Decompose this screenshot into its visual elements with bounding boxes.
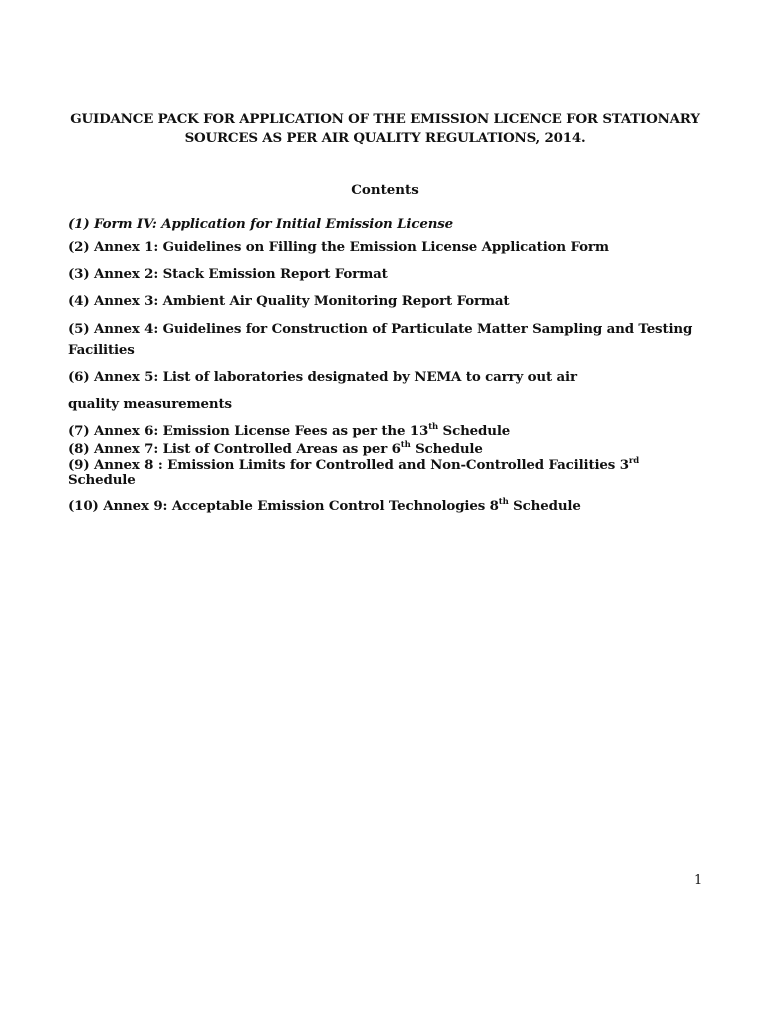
document-title-line-1: GUIDANCE PACK FOR APPLICATION OF THE EMISSION LICENCE FOR STATIONARY [70, 111, 700, 127]
toc-item-8 [68, 441, 483, 457]
toc-item-2: (2) Annex 1: Guidelines on Filling the Emission License Application Form [68, 239, 609, 255]
toc-item-7-text: (7) Annex 6: Emission License Fees as per the 13 [68, 423, 429, 439]
toc-item-8-suffix: Schedule [410, 441, 483, 457]
toc-item-10-text: (10) Annex 9: Acceptable Emission Control Technologies 8 [68, 498, 499, 514]
toc-item-10-suffix: Schedule [508, 498, 581, 514]
toc-item-7-suffix: Schedule [438, 423, 511, 439]
toc-item-8-text: (8) Annex 7: List of Controlled Areas as per 6 [68, 441, 401, 457]
toc-item-8-ordinal: th [400, 439, 411, 450]
toc-item-1: (1) Form IV: Application for Initial Emission License [68, 216, 454, 232]
toc-item-9-ordinal: rd [628, 455, 639, 466]
toc-item-3: (3) Annex 2: Stack Emission Report Format [68, 266, 388, 282]
toc-item-7 [68, 423, 510, 439]
document-title-line-2: SOURCES AS PER AIR QUALITY REGULATIONS, 2014. [184, 130, 586, 146]
toc-item-6-line-2: quality measurements [68, 396, 232, 412]
page-number: 1 [694, 873, 703, 888]
toc-item-5-line-2: Facilities [68, 342, 135, 358]
toc-item-9-line-1 [68, 457, 639, 473]
toc-item-10 [68, 498, 581, 514]
toc-item-6-line-1: (6) Annex 5: List of laboratories designated by NEMA to carry out air [68, 369, 577, 385]
contents-heading: Contents [351, 182, 419, 198]
toc-item-9-line-2: Schedule [68, 472, 136, 488]
toc-item-4: (4) Annex 3: Ambient Air Quality Monitoring Report Format [68, 293, 510, 309]
toc-item-7-ordinal: th [428, 421, 439, 432]
toc-item-10-ordinal: th [498, 496, 509, 507]
toc-item-5-line-1: (5) Annex 4: Guidelines for Construction of Particulate Matter Sampling and Testing [68, 321, 693, 337]
toc-item-9-text: (9) Annex 8 : Emission Limits for Controlled and Non-Controlled Facilities 3 [68, 457, 629, 473]
